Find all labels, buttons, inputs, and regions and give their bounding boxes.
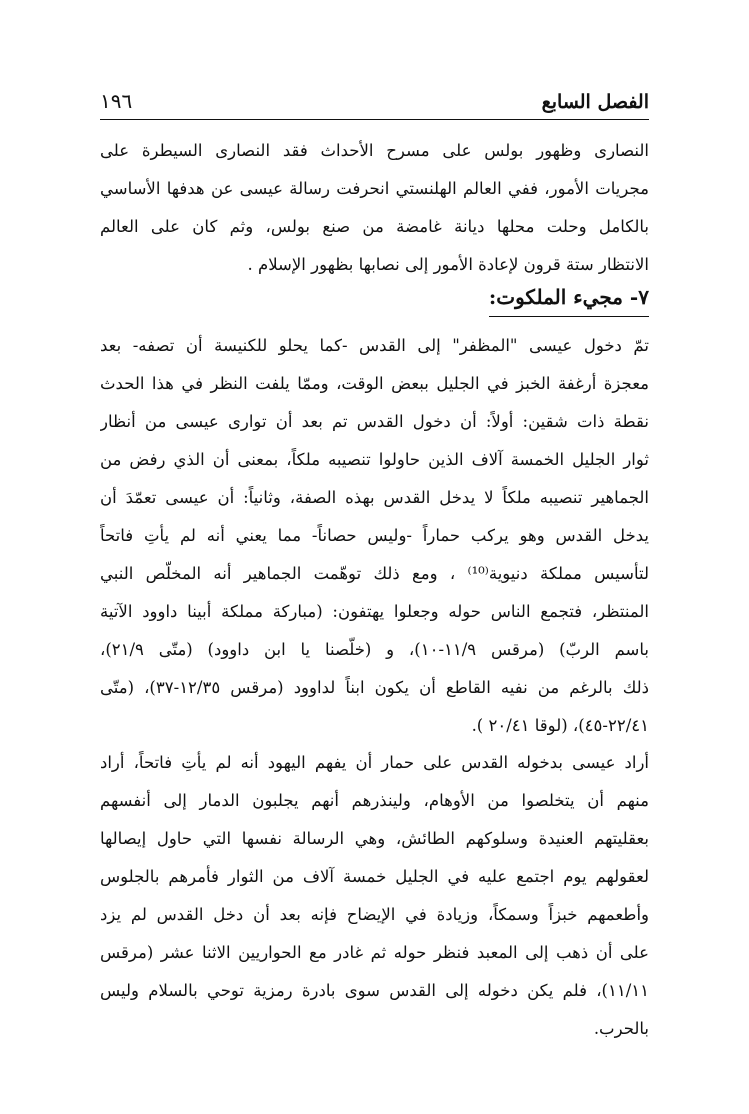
text-line: ١١/١١)، فلم يكن دخوله إلى القدس سوى بادرة رمزية توحي بالسلام وليس (100, 981, 649, 1000)
text-line: لتأسيس مملكة دنيوية⁽¹⁰⁾ ، ومع ذلك توهّمت الجماهير أنه المخلّص النبي (100, 564, 649, 583)
text-line: ٢٢/٤١-٤٥)، (لوقا ٢٠/٤١ ). (471, 716, 649, 735)
text-line: لعقولهم يوم اجتمع عليه في الجليل خمسة آلاف من الثوار فأمرهم بالجلوس (100, 867, 649, 886)
text-line: الجماهير تنصيبه ملكاً لا يدخل القدس بهذه الصفة، وثانياً: أن عيسى تعمّدَ أن (100, 488, 649, 507)
text-line: ثوار الجليل الخمسة آلاف الذين حاولوا تنصيبه ملكاً، بمعنى أن الذي رفض من (100, 450, 649, 469)
page-number: ١٩٦ (100, 89, 133, 113)
text-line: وأطعمهم خبزاً وسمكاً، وزيادة في الإيضاح فإنه بعد أن دخل القدس لم يزد (100, 905, 649, 924)
text-line: تمّ دخول عيسى "المظفر" إلى القدس -كما يحلو للكنيسة أن تصفه- بعد (100, 336, 649, 355)
text-line: بالكامل وحلت محلها ديانة غامضة من صنع بولس، وثم كان على العالم (100, 217, 649, 236)
text-line: ذلك بالرغم من نفيه القاطع أن يكون ابناً لداوود (مرقس ١٢/٣٥-٣٧)، (متّى (100, 678, 649, 697)
text-line: يدخل القدس وهو يركب حماراً -وليس حصاناً- مما يعني أنه لم يأتِ فاتحاً (100, 526, 649, 545)
text-line: مجريات الأمور، ففي العالم الهلنستي انحرفت رسالة عيسى عن هدفها الأساسي (100, 179, 649, 198)
text-line: أراد عيسى بدخوله القدس على حمار أن يفهم اليهود أنه لم يأتِ فاتحاً، أراد (100, 753, 649, 772)
text-line: باسم الربّ) (مرقس ١١/٩-١٠)، و (خلّصنا يا ابن داوود) (متّى ٢١/٩)، (100, 640, 649, 659)
running-header (100, 86, 649, 120)
paragraph-1 (100, 132, 649, 284)
text-line: الانتظار ستة قرون لإعادة الأمور إلى نصابها بظهور الإسلام . (247, 255, 649, 274)
paragraph-3 (100, 744, 649, 1048)
text-line: المنتظر، فتجمع الناس حوله وجعلوا يهتفون: (مباركة مملكة أبينا داوود الآتية (100, 602, 649, 621)
chapter-title: الفصل السابع (541, 91, 649, 113)
section-heading: ٧- مجيء الملكوت: (489, 282, 649, 317)
text-line: بالحرب. (593, 1019, 649, 1038)
paragraph-2 (100, 327, 649, 745)
text-line: على أن ذهب إلى المعبد فنظر حوله ثم غادر مع الحواريين الاثنا عشر (مرقس (100, 943, 649, 962)
text-line: بعقليتهم العنيدة وسلوكهم الطائش، وهي الرسالة نفسها التي حاول إيصالها (100, 829, 649, 848)
text-line: النصارى وظهور بولس على مسرح الأحداث فقد النصارى السيطرة على (100, 141, 649, 160)
text-line: معجزة أرغفة الخبز في الجليل ببعض الوقت، وممّا يلفت النظر في هذا الحدث (100, 374, 649, 393)
text-line: نقطة ذات شقين: أولاً: أن دخول القدس تم بعد أن توارى عيسى من أنظار (100, 412, 649, 431)
text-line: منهم أن يتخلصوا من الأوهام، ولينذرهم أنهم يجلبون الدمار إلى أنفسهم (100, 791, 649, 810)
